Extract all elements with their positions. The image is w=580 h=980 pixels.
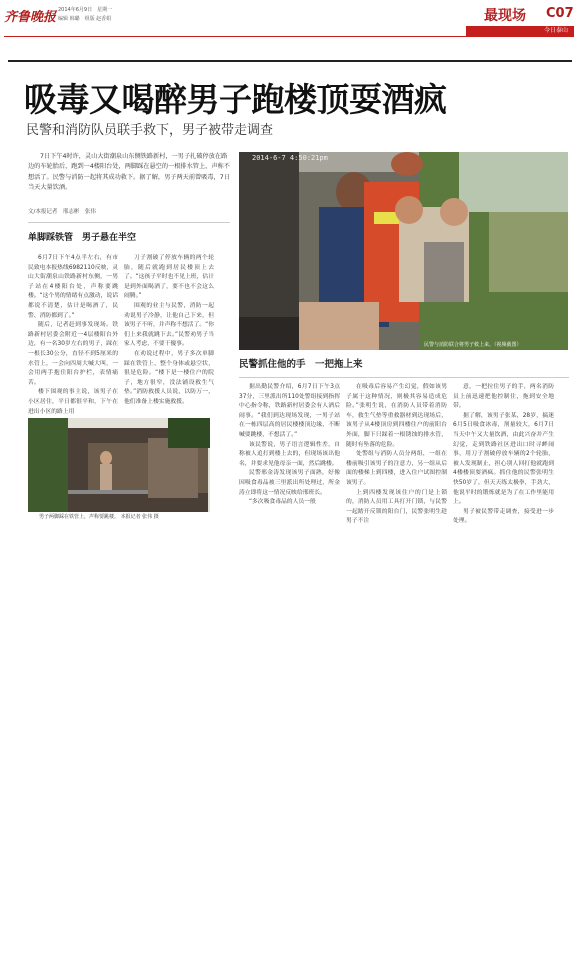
- page-number: C07: [546, 6, 574, 21]
- section-heading-2: 民警抓住他的手 一把拖上来: [239, 359, 363, 370]
- subheadline: 民警和消防队员联手救下，男子被带走调查: [26, 123, 274, 138]
- secondary-photo: [28, 418, 210, 512]
- paragraph: 民警邢金涛发现该男子面熟，好像因吸食毒品被三里派出所处理过，所金涛立即将这一情况反映给邢班长。: [239, 470, 340, 496]
- article-column-5: [453, 383, 554, 527]
- paragraph: 楼下围观的事主说，该男子在小区居住，平日都很平和，下午在进出小区的路上用: [28, 389, 118, 415]
- paragraph: 据了解，该男子张某，28岁，搞迷6月5日吸食冰毒，剂量较大，6月7日当天中午又大量饮酒，由此兴奋并产生幻觉，走到铁路社区进出口时寻衅闹事，用刀子割破停放车辆的2个轮胎，被人发现制止，担心别人回打他就跑到4楼楼顶耍酒疯。抓住他的民警张明生快50岁了，但天天练太极拳，手劲大，他说平时的锻炼就是为了在工作里能用上。: [453, 412, 554, 506]
- paragraph: 意，一把拉住男子的手，两名消防员上前迅速把他控制住，拖到安全地带。: [453, 384, 554, 410]
- paragraph: 该民警说，男子语言逻辑性差，自称被人追打到楼上去的，但现场该出他名，并要求见他母亲一面，然后跳楼。: [239, 441, 340, 467]
- section-title: 最现场: [484, 8, 526, 24]
- paragraph: 随后，记者赶到事发现场。铁路新村居委会附近一4层楼阳台外边，有一名30岁左右的男子，踩在一根长30公分，直径不到5厘米的水管上，一会向四周大喊大叫，一会用两手抱住阳台护栏，表情痛苦。: [28, 322, 118, 386]
- paragraph: 据出勤民警介绍，6月7日下午3点37分，三里派出所110处警组接到指挥中心指令称，铁路新村居委会有人酒后闹事。“我们到达现场发现，一男子站在一栋四层高的居民楼楼顶边缘，不断喊要跳楼，不想活了。”: [239, 384, 340, 438]
- secondary-photo-caption: 男子两脚踩在铁管上，声称要跳楼。 本报记者 张伟 摄: [39, 514, 159, 520]
- newspaper-logo: 齐鲁晚报: [4, 10, 57, 25]
- paragraph: 处警组与消防人员分两组，一组在楼前吸引该男子的注意力，另一组从后面的楼梯上到四楼，进入住户试图控制该男子。: [346, 451, 447, 486]
- editor-credits: 编辑 韩璐 组版 赵香娟: [58, 16, 112, 22]
- paragraph: “多次吸食毒品的人员一般: [249, 499, 316, 506]
- paragraph: 在吸毒后容易产生幻觉，假如该男子属于这种情况，则极其容易造成危险。”张明生说，在消防人员带着消防车，救生气垫等重救器材到达现场后，该男子从4楼顶房到四楼住户的前阳台外面，脚下只踩着一根锈蚀的排水管，随时有坠落的危险。: [346, 384, 447, 448]
- divider: [28, 222, 230, 223]
- byline: 文/本报记者 邢志彬 张伟: [28, 209, 96, 215]
- paragraph: 男子被民警带走调查，接受进一步处理。: [453, 508, 554, 525]
- article-column-4: [346, 383, 447, 527]
- divider: [239, 377, 569, 378]
- subsection-bar: 今日泰山: [466, 26, 574, 36]
- paragraph: 在劝说过程中，男子多次单脚踩在铁管上，整个身体或悬空状，很是危险。“楼下是一楼住户的院子，地方很窄，没法铺设救生气垫。”消防救援人员说，以防万一，他们准备上楼实施救援。: [124, 350, 214, 405]
- article-column-3: [239, 383, 340, 508]
- main-photo: [239, 152, 568, 350]
- paragraph: 围观的业主与民警，消防一起劝说男子冷静，让他自己下来，但该男子不听，并声称不想活了。“你们上来我就跳下去。”民警劝男子当家人考虑，不要干傻事。: [124, 302, 214, 348]
- header-divider: [4, 36, 574, 37]
- article-column-1: [28, 254, 118, 417]
- man-on-pipe-photo: [28, 418, 210, 512]
- paragraph: 刀子割破了停放车辆的两个轮胎，随后就跑到居民楼顶上去了。“这孩子平时也不见上班，估计是到外面喝酒了，要不也不会这么闹腾。”: [124, 255, 214, 300]
- rescue-scene-photo: [239, 152, 568, 350]
- lead-paragraph: 7日下午4时许，灵山大街潮泉山东侧铁路新村，一男子扎破停放在路边的车轮胎后，跑到一4楼阳台处，两脚踩在悬空的一根排水管上，声称不想活了。民警与消防一起将其成功救下。据了解，男子两天前曾吸毒，7日当天大量饮酒。: [28, 153, 230, 191]
- issue-date: 2014年6月9日 星期一: [58, 7, 113, 13]
- paragraph: 上到四楼发现该住户的门是上锁的，消防人员用工具打开门锁，与民警一起踏开反锁的阳台门，民警张明生趁男子不注: [346, 489, 447, 525]
- photo-caption: 民警与消防联合将男子救上来。（视频截图）: [424, 342, 522, 348]
- article-column-2: [124, 254, 214, 408]
- headline: 吸毒又喝醉男子跑楼顶耍酒疯: [24, 80, 447, 119]
- paragraph: 6月7日下午4点半左右，有市民致电本报热线6982110反映，灵山大街潮泉山铁路新村东侧，一男子站在4楼阳台处，声称要跳楼。“这个男的情绪有点激动，说话都说不清楚，估计是喝酒了，民警、消防都到了。”: [28, 255, 118, 319]
- section-heading-1: 单脚踩铁管 男子悬在半空: [28, 233, 137, 243]
- video-timestamp: 2014-6-7 4:50:21pm: [252, 154, 328, 162]
